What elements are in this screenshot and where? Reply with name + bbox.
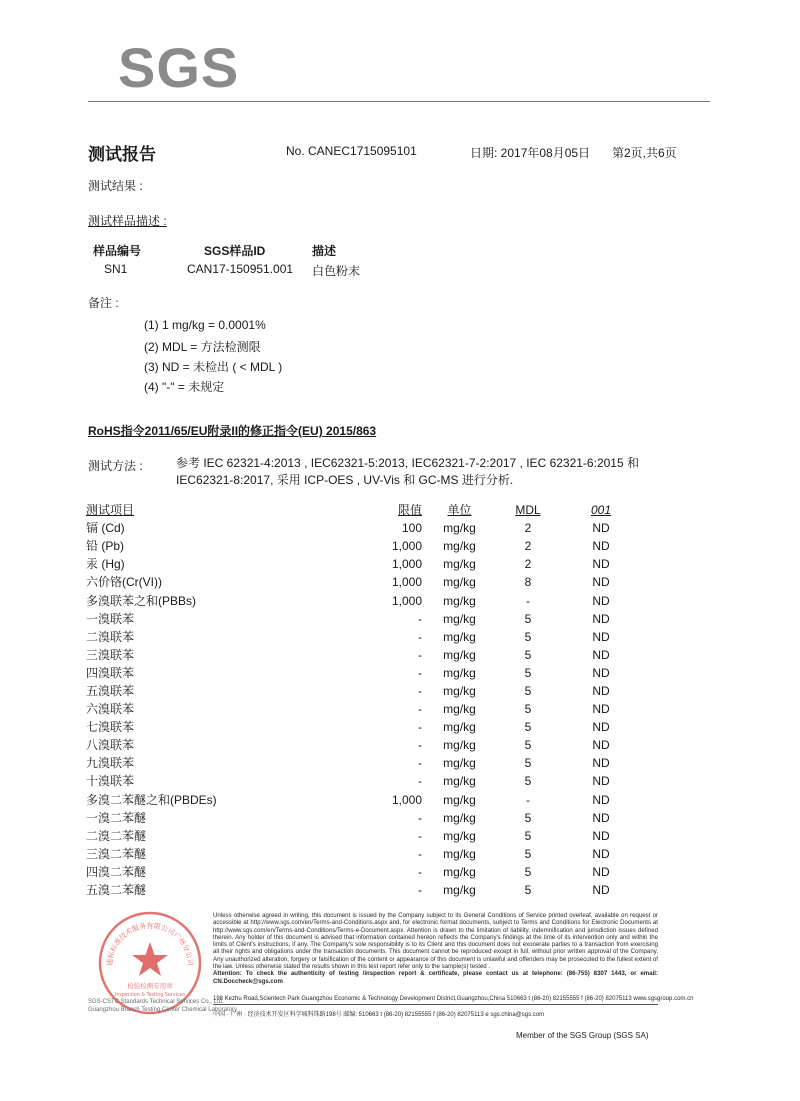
limit-value: - bbox=[418, 720, 422, 735]
result-value: ND bbox=[592, 720, 610, 735]
table-row bbox=[86, 555, 643, 573]
result-value: ND bbox=[592, 521, 610, 536]
table-row bbox=[86, 881, 643, 899]
section-title: RoHS指令2011/65/EU附录II的修正指令(EU) 2015/863 bbox=[88, 424, 377, 438]
mdl-value: 5 bbox=[524, 738, 532, 753]
col-header-limit: 限值 bbox=[397, 503, 422, 518]
sample-description: 白色粉末 bbox=[312, 264, 361, 278]
mdl-value: 5 bbox=[524, 864, 532, 879]
mdl-value: 5 bbox=[524, 702, 532, 717]
result-value: ND bbox=[592, 683, 610, 698]
unit: mg/kg bbox=[443, 629, 476, 644]
mdl-value: 8 bbox=[524, 575, 532, 590]
result-value: ND bbox=[592, 611, 610, 626]
unit: mg/kg bbox=[443, 738, 476, 753]
branch-name bbox=[88, 998, 237, 1014]
table-row bbox=[86, 682, 643, 700]
table-row bbox=[86, 591, 643, 609]
limit-value: - bbox=[418, 883, 422, 898]
table-row bbox=[86, 519, 643, 537]
limit-value: 1,000 bbox=[391, 593, 422, 608]
note-item: (2) MDL = 方法检测限 bbox=[144, 340, 261, 354]
unit: mg/kg bbox=[443, 647, 476, 662]
test-item: 四溴联苯 bbox=[86, 665, 135, 680]
mdl-value: 5 bbox=[524, 756, 532, 771]
test-item: 五溴二苯醚 bbox=[86, 883, 147, 898]
table-header-row bbox=[86, 501, 643, 519]
mdl-value: 5 bbox=[524, 629, 532, 644]
mdl-value: 5 bbox=[524, 611, 532, 626]
test-item: 多溴二苯醚之和(PBDEs) bbox=[86, 792, 217, 807]
result-value: ND bbox=[592, 756, 610, 771]
mdl-value: 5 bbox=[524, 846, 532, 861]
limit-value: - bbox=[418, 665, 422, 680]
test-item: 铅 (Pb) bbox=[86, 539, 125, 554]
test-item: 七溴联苯 bbox=[86, 720, 135, 735]
result-value: ND bbox=[592, 810, 610, 825]
notes-label: 备注 : bbox=[88, 296, 119, 310]
sample-no: SN1 bbox=[104, 262, 128, 276]
page-title: 测试报告 bbox=[88, 145, 156, 164]
footer-disclaimer bbox=[213, 912, 658, 985]
sample-desc-label: 测试样品描述 : bbox=[88, 214, 167, 228]
col-header-item: 测试项目 bbox=[86, 503, 135, 518]
address-divider bbox=[213, 1004, 658, 1005]
unit: mg/kg bbox=[443, 665, 476, 680]
result-value: ND bbox=[592, 792, 610, 807]
test-item: 镉 (Cd) bbox=[86, 521, 125, 536]
test-item: 一溴联苯 bbox=[86, 611, 135, 626]
address-en: 198 Kezhu Road,Scientech Park Guangzhou Economic & Technology Development District,Guangzhou,China 510663 t (86-20) 82155555 f (86-20) 82075113 www.sgsgroup.com.cn bbox=[213, 996, 694, 1002]
limit-value: - bbox=[418, 774, 422, 789]
seal-middle-text: 检验检测专用章 bbox=[127, 982, 173, 990]
result-value: ND bbox=[592, 539, 610, 554]
page-indicator: 第2页,共6页 bbox=[612, 146, 677, 160]
disclaimer-text: Unless otherwise agreed in writing, this document is issued by the Company subject to its General Conditions of Service printed overleaf, available on request or accessible at http://www.sgs.com/en/Terms-and-Conditions.aspx and, for electronic format documents, subject to Terms and Conditions for Electronic Documents at http://www.sgs.com/en/Terms-and-Conditions/Terms-e-Document.aspx. Attention is drawn to the limitation of liability, indemnification and jurisdiction issues defined therein. Any holder of this document is advised that information contained hereon reflects the Company's findings at the time of its intervention only and within the limits of Client's instructions, if any. The Company's sole responsibility is to its Client and this document does not exonerate parties to a transaction from exercising all their rights and obligations under the transaction documents. This document cannot be reproduced except in full, without prior written approval of the Company. Any unauthorized alteration, forgery or falsification of the content or appearance of this document is unlawful and offenders may be prosecuted to the fullest extent of the law. Unless otherwise stated the results shown in this test report refer only to the sample(s) tested . bbox=[213, 912, 658, 971]
table-row bbox=[86, 573, 643, 591]
test-item: 五溴联苯 bbox=[86, 683, 135, 698]
result-value: ND bbox=[592, 846, 610, 861]
test-item: 六溴联苯 bbox=[86, 702, 135, 717]
limit-value: 1,000 bbox=[391, 792, 422, 807]
method-line-2: IEC62321-8:2017, 采用 ICP-OES , UV-Vis 和 GC-MS 进行分析. bbox=[176, 473, 514, 487]
limit-value: - bbox=[418, 683, 422, 698]
method-text bbox=[176, 455, 676, 489]
limit-value: - bbox=[418, 738, 422, 753]
sgs-sample-id-header: SGS样品ID bbox=[204, 244, 266, 258]
unit: mg/kg bbox=[443, 575, 476, 590]
seal-top-text-path: 通标标准技术服务有限公司广州分公司 bbox=[105, 922, 195, 967]
result-value: ND bbox=[592, 665, 610, 680]
result-value: ND bbox=[592, 828, 610, 843]
result-value: ND bbox=[592, 883, 610, 898]
result-value: ND bbox=[592, 702, 610, 717]
result-value: ND bbox=[592, 593, 610, 608]
seal-bottom-text: Inspection & Testing Services bbox=[114, 993, 186, 998]
result-value: ND bbox=[592, 629, 610, 644]
sgs-sample-id: CAN17-150951.001 bbox=[187, 262, 294, 276]
unit: mg/kg bbox=[443, 521, 476, 536]
mdl-value: - bbox=[526, 792, 530, 807]
col-header-unit: 单位 bbox=[447, 503, 472, 518]
test-item: 二溴联苯 bbox=[86, 629, 135, 644]
note-item: (1) 1 mg/kg = 0.0001% bbox=[144, 318, 266, 332]
unit: mg/kg bbox=[443, 828, 476, 843]
limit-value: 100 bbox=[401, 521, 422, 536]
address-cn: 中国 · 广州 · 经济技术开发区科学城科珠路198号 邮编: 510663 t (86-20) 82155555 f (86-20) 82075113 e sgs.china@sgs.com bbox=[213, 1012, 545, 1018]
test-item: 六价铬(Cr(VI)) bbox=[86, 575, 162, 590]
mdl-value: 5 bbox=[524, 720, 532, 735]
test-item: 九溴联苯 bbox=[86, 756, 135, 771]
limit-value: 1,000 bbox=[391, 575, 422, 590]
test-item: 汞 (Hg) bbox=[86, 557, 125, 572]
results-table bbox=[86, 501, 643, 899]
table-body bbox=[86, 519, 643, 899]
table-row bbox=[86, 628, 643, 646]
mdl-value: - bbox=[526, 593, 530, 608]
note-item: (4) "-" = 未规定 bbox=[144, 380, 225, 394]
method-label: 测试方法 : bbox=[88, 459, 143, 473]
unit: mg/kg bbox=[443, 756, 476, 771]
test-item: 二溴二苯醚 bbox=[86, 828, 147, 843]
limit-value: - bbox=[418, 647, 422, 662]
table-row bbox=[86, 646, 643, 664]
limit-value: - bbox=[418, 810, 422, 825]
unit: mg/kg bbox=[443, 883, 476, 898]
table-row bbox=[86, 664, 643, 682]
table-row bbox=[86, 772, 643, 790]
mdl-value: 2 bbox=[524, 521, 532, 536]
test-item: 一溴二苯醚 bbox=[86, 810, 147, 825]
unit: mg/kg bbox=[443, 810, 476, 825]
table-row bbox=[86, 791, 643, 809]
result-value: ND bbox=[592, 738, 610, 753]
results-label: 测试结果 : bbox=[88, 179, 143, 193]
col-header-mdl: MDL bbox=[515, 503, 541, 518]
limit-value: - bbox=[418, 611, 422, 626]
report-number: No. CANEC1715095101 bbox=[286, 144, 417, 158]
table-row bbox=[86, 700, 643, 718]
branch-line-2: Guangzhou Branch Testing Center Chemical Laboratory bbox=[88, 1007, 237, 1013]
mdl-value: 5 bbox=[524, 774, 532, 789]
table-row bbox=[86, 537, 643, 555]
limit-value: - bbox=[418, 846, 422, 861]
test-item: 三溴联苯 bbox=[86, 647, 135, 662]
sample-no-header: 样品编号 bbox=[93, 244, 142, 258]
note-item: (3) ND = 未检出 ( < MDL ) bbox=[144, 360, 283, 374]
test-item: 十溴联苯 bbox=[86, 774, 135, 789]
mdl-value: 2 bbox=[524, 557, 532, 572]
table-row bbox=[86, 845, 643, 863]
unit: mg/kg bbox=[443, 702, 476, 717]
sgs-logo: SGS bbox=[118, 36, 240, 99]
table-row bbox=[86, 827, 643, 845]
table-row bbox=[86, 863, 643, 881]
mdl-value: 5 bbox=[524, 883, 532, 898]
description-header: 描述 bbox=[312, 244, 337, 258]
result-value: ND bbox=[592, 557, 610, 572]
result-value: ND bbox=[592, 647, 610, 662]
unit: mg/kg bbox=[443, 846, 476, 861]
mdl-value: 5 bbox=[524, 683, 532, 698]
result-value: ND bbox=[592, 774, 610, 789]
result-value: ND bbox=[592, 575, 610, 590]
branch-line-1: SGS-CSTC Standards Technical Services Co., Ltd. bbox=[88, 999, 224, 1005]
unit: mg/kg bbox=[443, 611, 476, 626]
report-date: 日期: 2017年08月05日 bbox=[470, 146, 591, 160]
limit-value: - bbox=[418, 629, 422, 644]
col-header-result: 001 bbox=[590, 503, 612, 518]
result-value: ND bbox=[592, 864, 610, 879]
unit: mg/kg bbox=[443, 792, 476, 807]
table-row bbox=[86, 736, 643, 754]
limit-value: 1,000 bbox=[391, 557, 422, 572]
limit-value: - bbox=[418, 864, 422, 879]
mdl-value: 2 bbox=[524, 539, 532, 554]
unit: mg/kg bbox=[443, 774, 476, 789]
unit: mg/kg bbox=[443, 593, 476, 608]
seal-star-icon bbox=[132, 942, 168, 976]
table-row bbox=[86, 718, 643, 736]
method-line-1: 参考 IEC 62321-4:2013 , IEC62321-5:2013, IEC62321-7-2:2017 , IEC 62321-6:2015 和 bbox=[176, 456, 639, 470]
mdl-value: 5 bbox=[524, 665, 532, 680]
limit-value: - bbox=[418, 756, 422, 771]
test-item: 四溴二苯醚 bbox=[86, 864, 147, 879]
mdl-value: 5 bbox=[524, 828, 532, 843]
unit: mg/kg bbox=[443, 683, 476, 698]
table-row bbox=[86, 610, 643, 628]
limit-value: - bbox=[418, 828, 422, 843]
unit: mg/kg bbox=[443, 720, 476, 735]
mdl-value: 5 bbox=[524, 810, 532, 825]
member-note: Member of the SGS Group (SGS SA) bbox=[516, 1031, 649, 1040]
mdl-value: 5 bbox=[524, 647, 532, 662]
logo-divider bbox=[88, 101, 710, 102]
unit: mg/kg bbox=[443, 557, 476, 572]
unit: mg/kg bbox=[443, 539, 476, 554]
limit-value: - bbox=[418, 702, 422, 717]
test-item: 多溴联苯之和(PBBs) bbox=[86, 593, 197, 608]
unit: mg/kg bbox=[443, 864, 476, 879]
table-row bbox=[86, 754, 643, 772]
table-row bbox=[86, 809, 643, 827]
test-item: 三溴二苯醚 bbox=[86, 846, 147, 861]
authenticity-note: Attention: To check the authenticity of testing /inspection report & certificate, please contact us at telephone: (86-755) 8307 1443, or email: CN.Doccheck@sgs.com bbox=[213, 970, 658, 985]
limit-value: 1,000 bbox=[391, 539, 422, 554]
test-item: 八溴联苯 bbox=[86, 738, 135, 753]
